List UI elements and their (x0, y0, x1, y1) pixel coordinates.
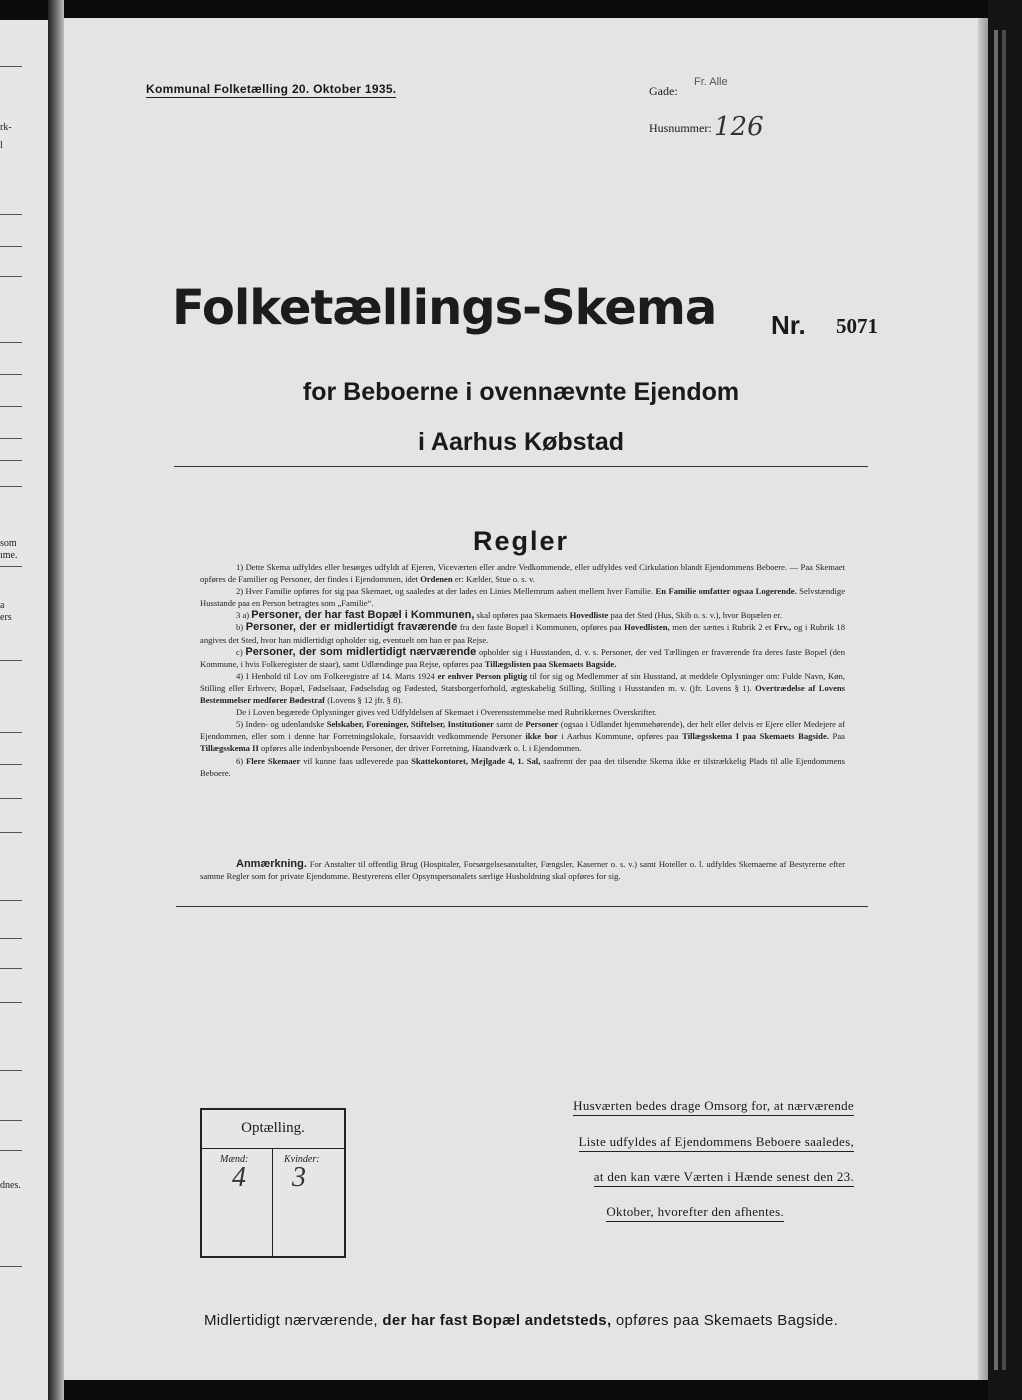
left-fragment: ers (0, 612, 12, 623)
men-label: Mænd: (220, 1154, 249, 1165)
women-label: Kvinder: (284, 1154, 320, 1165)
left-fragment: dnes. (0, 1180, 21, 1191)
instruction-line-4: Oktober, hvorefter den afhentes. (494, 1204, 784, 1220)
left-fragment: som (0, 538, 17, 549)
census-header: Kommunal Folketælling 20. Oktober 1935. (146, 82, 397, 96)
form-number-value: 5071 (836, 314, 878, 338)
form-subtitle-1: for Beboerne i ovennævnte Ejendom (302, 378, 740, 406)
men-count: 4 (232, 1162, 246, 1193)
street-label: Gade: (649, 84, 678, 98)
rules-heading: Regler (472, 526, 570, 556)
form-number-label: Nr. (771, 310, 806, 340)
book-edge (988, 0, 1022, 1400)
divider (174, 466, 868, 467)
rules-text: 1) Dette Skema udfyldes eller besørges udfyldt af Ejeren, Viceværten eller andre Vedkommende, eller udfyldes ved Cirkulation blandt Ejendommens Beboere. — Paa Skemaet opføres de Familier og Personer, der findes i Ejendommen, idet Ordenen er: Kælder, Stue o. s. v. 2) Hver Familie opføres for sig paa Skemaet, og saaledes at der lades en Linies Mellemrum aaben mellem hver Familie. En Familie omfatter ogsaa Logerende. Selvstændige Husstande paa en Person betragtes som „Familie“. 3 a) Personer, der har fast Bopæl i Kommunen, skal opføres paa Skemaets Hovedliste paa det Sted (Hus, Skib o. s. v.), hvor Bopælen er. b) Personer, der er midlertidigt fraværende fra den faste Bopæl i Kommunen, opføres paa Hovedlisten, men der sættes i Rubrik 2 et Frv., og i Rubrik 18 angives det Sted, hvor han midlertidigt opholder sig, eventuelt om han er paa Rejse. c) Personer, der som midlertidigt nærværende opholder sig i Husstanden, d. v. s. Personer, der ved Tællingen er fraværende fra deres faste Bopæl (den Kommune, i hvis Folkeregister de staar), samt Udlændinge paa Rejse, opføres paa Tillægslisten paa Skemaets Bagside. 4) I Henhold til Lov om Folkeregistre af 14. Marts 1924 er enhver Person pligtig til for sig og Medlemmer af sin Husstand, at meddele Oplysninger om: Fulde Navn, Køn, Stilling eller Erhverv, Bopæl, Fødselsaar, Fødselsdag og Fødested, Statsborgerforhold, ægteskabelig Stilling, Stilling i Husstanden m. v. (jfr. Lovens § 1). Overtrædelse af Lovens Bestemmelser medfører Bødestraf (Lovens § 12 jfr. § 8). De i Loven begærede Oplysninger gives ved Udfyldelsen af Skemaet i Overensstemmelse med Rubrikkernes Overskrifter. 5) Inden- og udenlandske Selskaber, Foreninger, Stiftelser, Institutioner samt de Personer (ogsaa i Udlandet hjemmehørende), der helt eller delvis er Ejere eller Medejere af Ejendommen, eller som i denne har Forretningslokale, forsaavidt vedkommende Personer ikke bor i Aarhus Kommune, opføres paa Tillægsskema I paa Skemaets Bagside. Paa Tillægsskema II opføres alle indenbysboende Personer, der driver Forretning, Haandværk o. l. i Ejendommen. 6) Flere Skemaer vil kunne faas udleverede paa Skattekontoret, Mejlgade 4, 1. Sal, saafremt der paa det tilsendte Skema ikke er tilstrækkelig Plads til alle Ejendommens Beboere. (200, 562, 846, 778)
house-number-label: Husnummer: (649, 121, 712, 135)
left-fragment: a (0, 600, 5, 611)
instruction-line-3: at den kan være Værten i Hænde senest den 23. (494, 1169, 854, 1185)
previous-page-edge (0, 20, 48, 1400)
instruction-line-1: Husværten bedes drage Omsorg for, at nærværende (494, 1098, 854, 1114)
page-edge (978, 18, 988, 1380)
women-count: 3 (292, 1162, 306, 1193)
footer-note: Midlertidigt nærværende, der har fast Bopæl andetsteds, opføres paa Skemaets Bagside. (203, 1312, 839, 1329)
divider (176, 906, 868, 907)
book-spine (48, 0, 64, 1400)
count-title: Optælling. (241, 1120, 305, 1136)
house-number-value: 126 (714, 112, 764, 142)
street-value: Fr. Alle (694, 76, 728, 88)
instruction-line-2: Liste udfyldes af Ejendommens Beboere saaledes, (494, 1134, 854, 1150)
census-form-page (64, 18, 978, 1380)
count-box (200, 1108, 346, 1258)
form-title: Folketællings-Skema (172, 280, 717, 336)
left-fragment: ıme. (0, 550, 18, 561)
form-subtitle-2: i Aarhus Købstad (417, 428, 625, 456)
note-text: Anmærkning. For Anstalter til offentlig Brug (Hospitaler, Forsørgelsesanstalter, Fængsler, Kaserner o. s. v.) samt Hoteller o. l. udfyldes Skemaerne af Bestyrerne efter samme Regler som for private Ejendomme. Bestyrerens eller Opsynspersonalets særlige Husholdning skal opføres for sig. (200, 858, 845, 882)
left-fragment: l (0, 140, 3, 151)
left-fragment: rk- (0, 122, 12, 133)
